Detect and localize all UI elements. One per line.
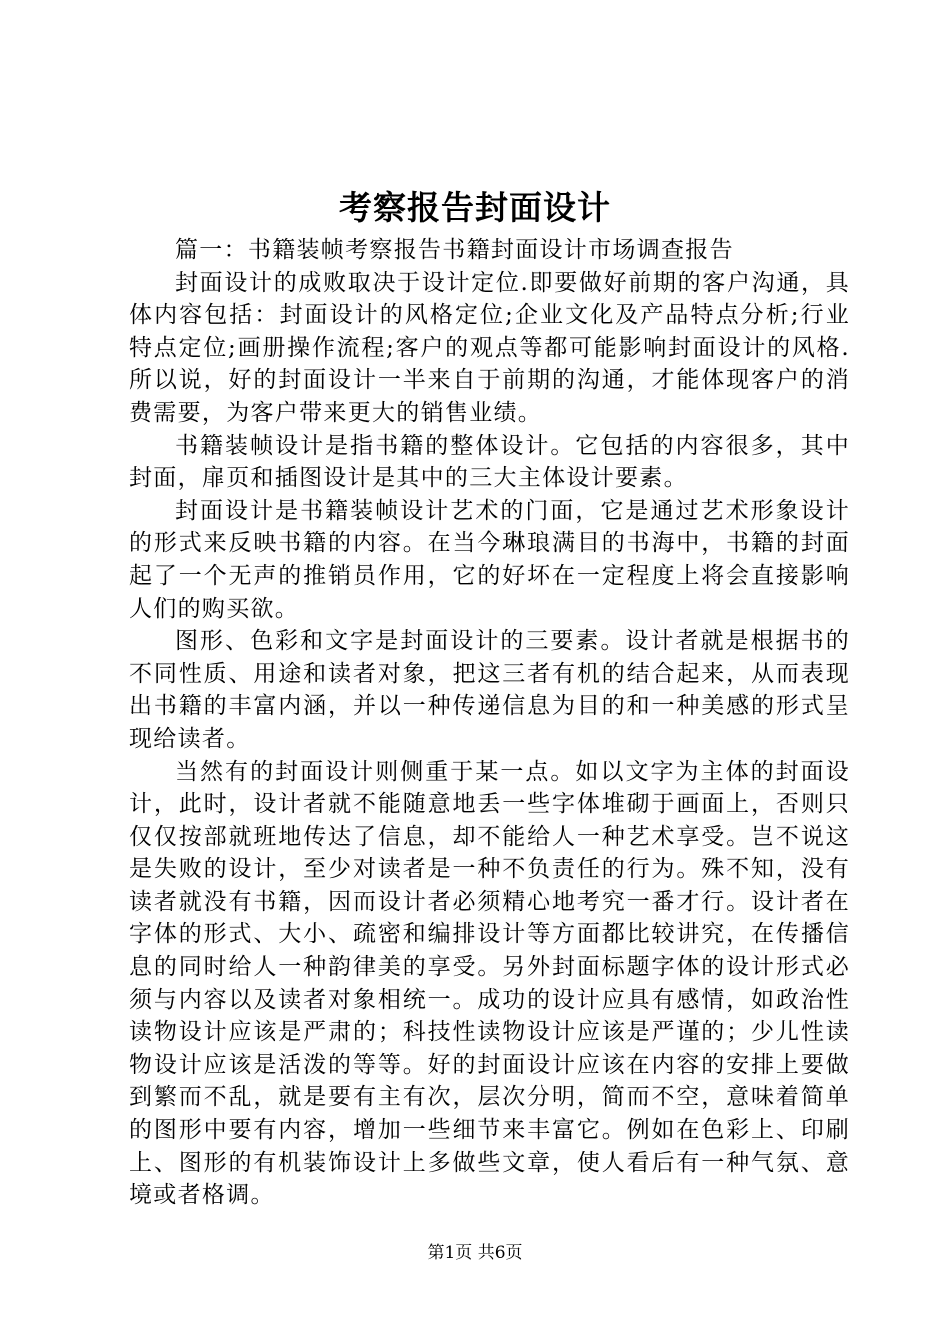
page-number-footer: 第1页 共6页 (427, 1243, 523, 1263)
paragraph-intro-heading: 篇一：书籍装帧考察报告书籍封面设计市场调查报告 (175, 237, 734, 263)
paragraph: 封面设计是书籍装帧设计艺术的门面，它是通过艺术形象设计的形式来反映书籍的内容。在当今琳琅满目的书海中，书籍的封面起了一个无声的推销员作用，它的好坏在一定程度上将会直接影响人们的购买欲。 (129, 497, 850, 622)
document-body (129, 234, 850, 1212)
paragraph: 图形、色彩和文字是封面设计的三要素。设计者就是根据书的不同性质、用途和读者对象，把这三者有机的结合起来，从而表现出书籍的丰富内涵，并以一种传递信息为目的和一种美感的形式呈现给读者。 (129, 628, 850, 752)
paragraph: 当然有的封面设计则侧重于某一点。如以文字为主体的封面设计，此时，设计者就不能随意地丢一些字体堆砌于画面上，否则只仅仅按部就班地传达了信息，却不能给人一种艺术享受。岂不说这是失败的设计，至少对读者是一种不负责任的行为。殊不知，没有读者就没有书籍，因而设计者必须精心地考究一番才行。设计者在字体的形式、大小、疏密和编排设计等方面都比较讲究，在传播信息的同时给人一种韵律美的享受。另外封面标题字体的设计形式必须与内容以及读者对象相统一。成功的设计应具有感情，如政治性读物设计应该是严肃的；科技性读物设计应该是严谨的；少儿性读物设计应该是活泼的等等。好的封面设计应该在内容的安排上要做到繁而不乱，就是要有主有次，层次分明，简而不空，意味着简单的图形中要有内容，增加一些细节来丰富它。例如在色彩上、印刷上、图形的有机装饰设计上多做些文章，使人看后有一种气氛、意境或者格调。 (129, 758, 850, 1209)
document-title: 考察报告封面设计 (339, 188, 611, 227)
paragraph: 书籍装帧设计是指书籍的整体设计。它包括的内容很多，其中封面，扉页和插图设计是其中的三大主体设计要素。 (129, 432, 850, 492)
paragraph: 封面设计的成败取决于设计定位.即要做好前期的客户沟通，具体内容包括：封面设计的风格定位;企业文化及产品特点分析;行业特点定位;画册操作流程;客户的观点等都可能影响封面设计的风格.所以说，好的封面设计一半来自于前期的沟通，才能体现客户的消费需要，为客户带来更大的销售业绩。 (129, 269, 850, 426)
